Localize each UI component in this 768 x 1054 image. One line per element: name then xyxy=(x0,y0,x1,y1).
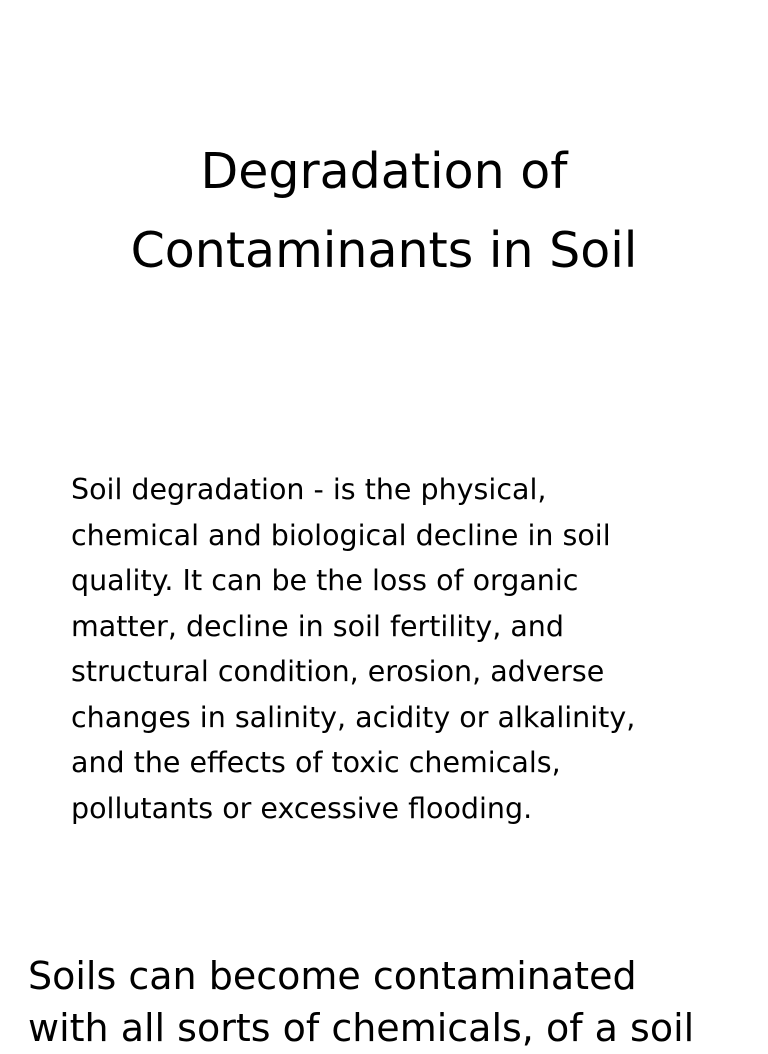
body-line: Soil degradation - is the physical, xyxy=(71,473,547,506)
body-line: pollutants or excessive flooding. xyxy=(71,791,533,825)
body-line: and the effects of toxic chemicals, xyxy=(71,746,561,779)
slide-body-text xyxy=(71,467,711,831)
next-slide-line-2: with all sorts of chemicals, of a soil xyxy=(28,1006,695,1050)
body-line: quality. It can be the loss of organic xyxy=(71,564,579,597)
slide-title-line-1: Degradation of xyxy=(200,143,568,200)
body-line: matter, decline in soil fertility, and xyxy=(71,609,564,643)
slide-title xyxy=(0,132,768,290)
body-line: chemical and biological decline in soil xyxy=(71,518,611,552)
body-line: structural condition, erosion, adverse xyxy=(71,655,605,688)
next-slide-heading xyxy=(28,950,694,1054)
next-slide-line-1: Soils can become contaminated xyxy=(28,954,637,998)
body-line: changes in salinity, acidity or alkalinity, xyxy=(71,700,636,734)
slide-title-line-2: Contaminants in Soil xyxy=(130,222,638,279)
